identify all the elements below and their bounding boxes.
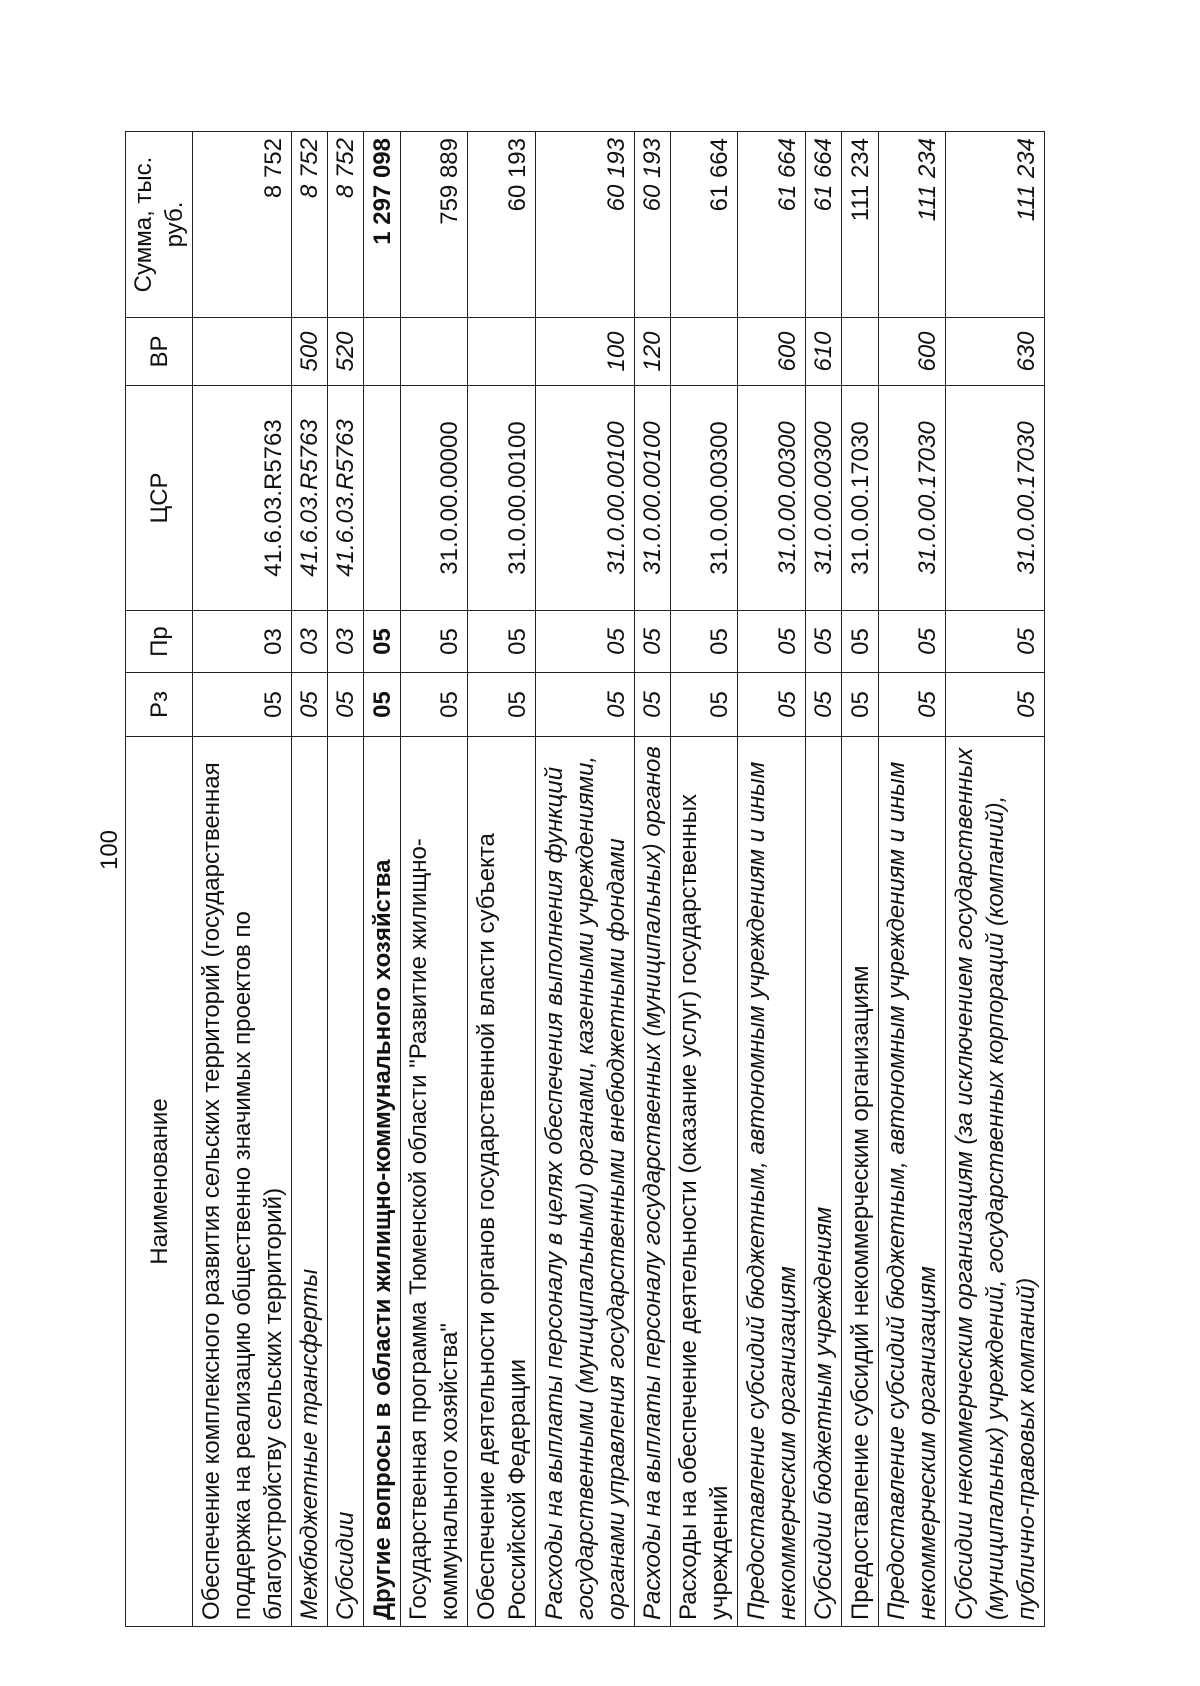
cell-pr: 03 [328,611,364,673]
cell-vr: 610 [805,318,841,386]
cell-pr: 05 [670,611,738,673]
cell-vr: 520 [328,318,364,386]
header-rz: Рз [126,673,193,737]
cell-rz: 05 [328,673,364,737]
cell-vr [468,318,536,386]
table-row [291,132,327,1627]
cell-csr: 31.0.00.00100 [535,386,634,611]
cell-vr: 100 [535,318,634,386]
cell-vr [400,318,468,386]
cell-csr: 31.0.00.00000 [400,386,468,611]
header-csr: ЦСР [126,386,193,611]
cell-pr: 05 [468,611,536,673]
cell-name: Расходы на выплаты персоналу государственных (муниципальных) органов [634,737,670,1627]
page-number: 100 [96,829,123,871]
cell-csr: 31.0.00.00300 [738,386,806,611]
budget-table-container [125,132,1045,1627]
cell-csr: 41.6.03.R5763 [193,386,292,611]
cell-csr: 31.0.00.17030 [946,386,1045,611]
cell-sum: 60 193 [468,132,536,318]
cell-rz: 05 [738,673,806,737]
cell-vr [364,318,400,386]
table-row [400,132,468,1627]
cell-vr: 600 [738,318,806,386]
cell-rz: 05 [291,673,327,737]
cell-csr: 31.0.00.17030 [842,386,878,611]
cell-rz: 05 [878,673,946,737]
cell-sum: 1 297 098 [364,132,400,318]
cell-sum: 111 234 [842,132,878,318]
table-row [805,132,841,1627]
cell-vr: 120 [634,318,670,386]
header-pr: Пр [126,611,193,673]
budget-table [125,131,1045,1627]
cell-name: Предоставление субсидий бюджетным, автономным учреждениям и иным некоммерческим организациям [738,737,806,1627]
table-row [946,132,1045,1627]
cell-rz: 05 [670,673,738,737]
cell-sum: 61 664 [805,132,841,318]
header-sum: Сумма, тыс. руб. [126,132,193,318]
cell-pr: 05 [400,611,468,673]
cell-sum: 60 193 [535,132,634,318]
cell-rz: 05 [946,673,1045,737]
cell-rz: 05 [805,673,841,737]
cell-pr: 05 [634,611,670,673]
table-row [670,132,738,1627]
cell-rz: 05 [364,673,400,737]
cell-sum: 8 752 [193,132,292,318]
table-header-row [126,132,193,1627]
cell-vr [193,318,292,386]
cell-csr: 31.0.00.00300 [805,386,841,611]
cell-csr: 31.0.00.17030 [878,386,946,611]
cell-pr: 05 [738,611,806,673]
table-row [193,132,292,1627]
cell-pr: 03 [291,611,327,673]
cell-pr: 05 [364,611,400,673]
cell-name: Государственная программа Тюменской области "Развитие жилищно-коммунального хозяйства" [400,737,468,1627]
cell-name: Межбюджетные трансферты [291,737,327,1627]
table-row [535,132,634,1627]
cell-pr: 05 [946,611,1045,673]
cell-rz: 05 [400,673,468,737]
header-vr: ВР [126,318,193,386]
header-name: Наименование [126,737,193,1627]
cell-name: Предоставление субсидий бюджетным, автономным учреждениям и иным некоммерческим организациям [878,737,946,1627]
cell-name: Субсидии [328,737,364,1627]
table-row [364,132,400,1627]
table-row [842,132,878,1627]
table-row [738,132,806,1627]
cell-vr [842,318,878,386]
cell-pr: 05 [535,611,634,673]
cell-name: Субсидии бюджетным учреждениям [805,737,841,1627]
cell-rz: 05 [634,673,670,737]
cell-csr: 31.0.00.00100 [634,386,670,611]
cell-pr: 05 [842,611,878,673]
cell-sum: 61 664 [670,132,738,318]
cell-name: Обеспечение деятельности органов государственной власти субъекта Российской Федерации [468,737,536,1627]
table-row [468,132,536,1627]
cell-csr: 31.0.00.00100 [468,386,536,611]
cell-rz: 05 [193,673,292,737]
cell-csr: 41.6.03.R5763 [328,386,364,611]
table-row [878,132,946,1627]
cell-vr: 600 [878,318,946,386]
table-row [634,132,670,1627]
cell-name: Субсидии некоммерческим организациям (за исключением государственных (муниципальных) учреждений, государственных корпораций (компаний), публично-правовых компаний) [946,737,1045,1627]
cell-vr: 500 [291,318,327,386]
cell-pr: 05 [805,611,841,673]
cell-sum: 8 752 [328,132,364,318]
cell-csr [364,386,400,611]
cell-rz: 05 [468,673,536,737]
cell-name: Обеспечение комплексного развития сельских территорий (государственная поддержка на реализацию общественно значимых проектов по благоустройству сельских территорий) [193,737,292,1627]
cell-sum: 60 193 [634,132,670,318]
cell-sum: 8 752 [291,132,327,318]
cell-sum: 111 234 [878,132,946,318]
cell-vr: 630 [946,318,1045,386]
table-body [193,132,1045,1627]
cell-csr: 31.0.00.00300 [670,386,738,611]
cell-sum: 61 664 [738,132,806,318]
cell-name: Предоставление субсидий некоммерческим организациям [842,737,878,1627]
cell-name: Другие вопросы в области жилищно-коммунального хозяйства [364,737,400,1627]
cell-sum: 111 234 [946,132,1045,318]
cell-name: Расходы на обеспечение деятельности (оказание услуг) государственных учреждений [670,737,738,1627]
cell-pr: 05 [878,611,946,673]
cell-rz: 05 [842,673,878,737]
cell-vr [670,318,738,386]
cell-rz: 05 [535,673,634,737]
table-row [328,132,364,1627]
cell-sum: 759 889 [400,132,468,318]
cell-csr: 41.6.03.R5763 [291,386,327,611]
cell-name: Расходы на выплаты персоналу в целях обеспечения выполнения функций государственными (муниципальными) органами, казенными учреждениями, органами управления государственными внебюджетными фондами [535,737,634,1627]
cell-pr: 03 [193,611,292,673]
